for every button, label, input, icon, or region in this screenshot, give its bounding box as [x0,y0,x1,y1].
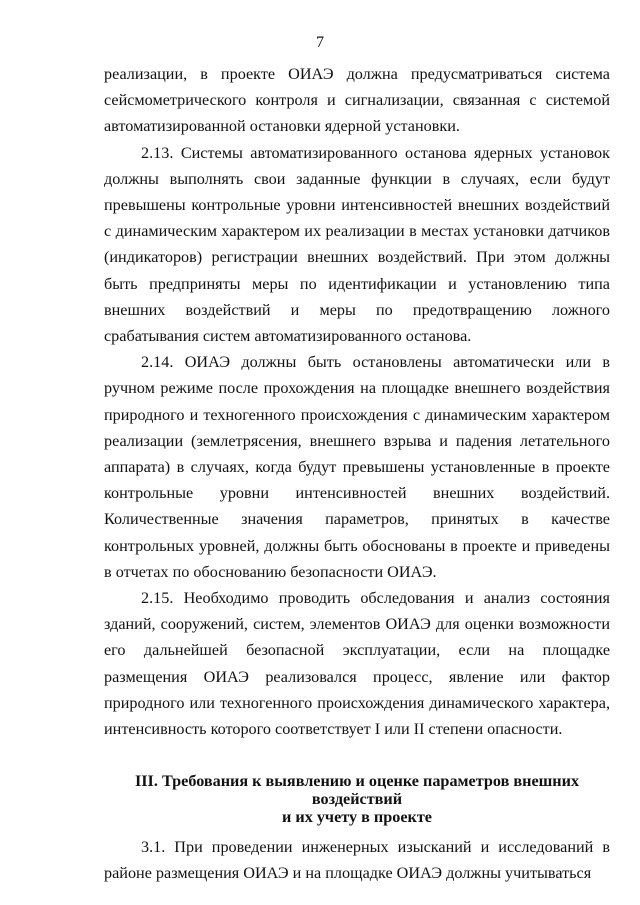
paragraph-3-1: 3.1. При проведении инженерных изысканий и исследований в районе размещения ОИАЭ и на площадке ОИАЭ должны учитываться [104,838,610,883]
section-heading-line-2: и их учету в проекте [282,808,432,827]
paragraph-continuation: реализации, в проекте ОИАЭ должна предусматриваться система сейсмометрического контроля и сигнализации, связанная с системой автоматизированной остановки ядерной установки. [104,65,610,136]
section-heading [104,772,610,826]
paragraph-2-14: 2.14. ОИАЭ должны быть остановлены автоматически или в ручном режиме после прохождения на площадке внешнего воздействия природного и техногенного происхождения с динамическим характером реализации (землетрясения, внешнего взрыва и падения летательного аппарата) в случаях, когда будут превышены установленные в проекте контрольные уровни интенсивностей внешних воздействий. Количественные значения параметров, принятых в качестве контрольных уровней, должны быть обоснованы в проекте и приведены в отчетах по обоснованию безопасности ОИАЭ. [104,353,610,581]
paragraph-2-13: 2.13. Системы автоматизированного останова ядерных установок должны выполнять свои заданные функции в случаях, если будут превышены контрольные уровни интенсивностей внешних воздействий с динамическим характером их реализации в местах установки датчиков (индикаторов) регистрации внешних воздействий. При этом должны быть предприняты меры по идентификации и установлению типа внешних воздействий и меры по предотвращению ложного срабатывания систем автоматизированного останова. [104,143,610,346]
section-heading-line-1: III. Требования к выявлению и оценке параметров внешних воздействий [134,772,580,809]
document-body [104,61,610,887]
paragraph-2-15: 2.15. Необходимо проводить обследования и анализ состояния зданий, сооружений, систем, элементов ОИАЭ для оценки возможности его дальнейшей безопасной эксплуатации, если на площадке размещения ОИАЭ реализовался процесс, явление или фактор природного или техногенного происхождения динамического характера, интенсивность которого соответствует I или II степени опасности. [104,589,610,739]
page-number: 7 [316,34,324,51]
